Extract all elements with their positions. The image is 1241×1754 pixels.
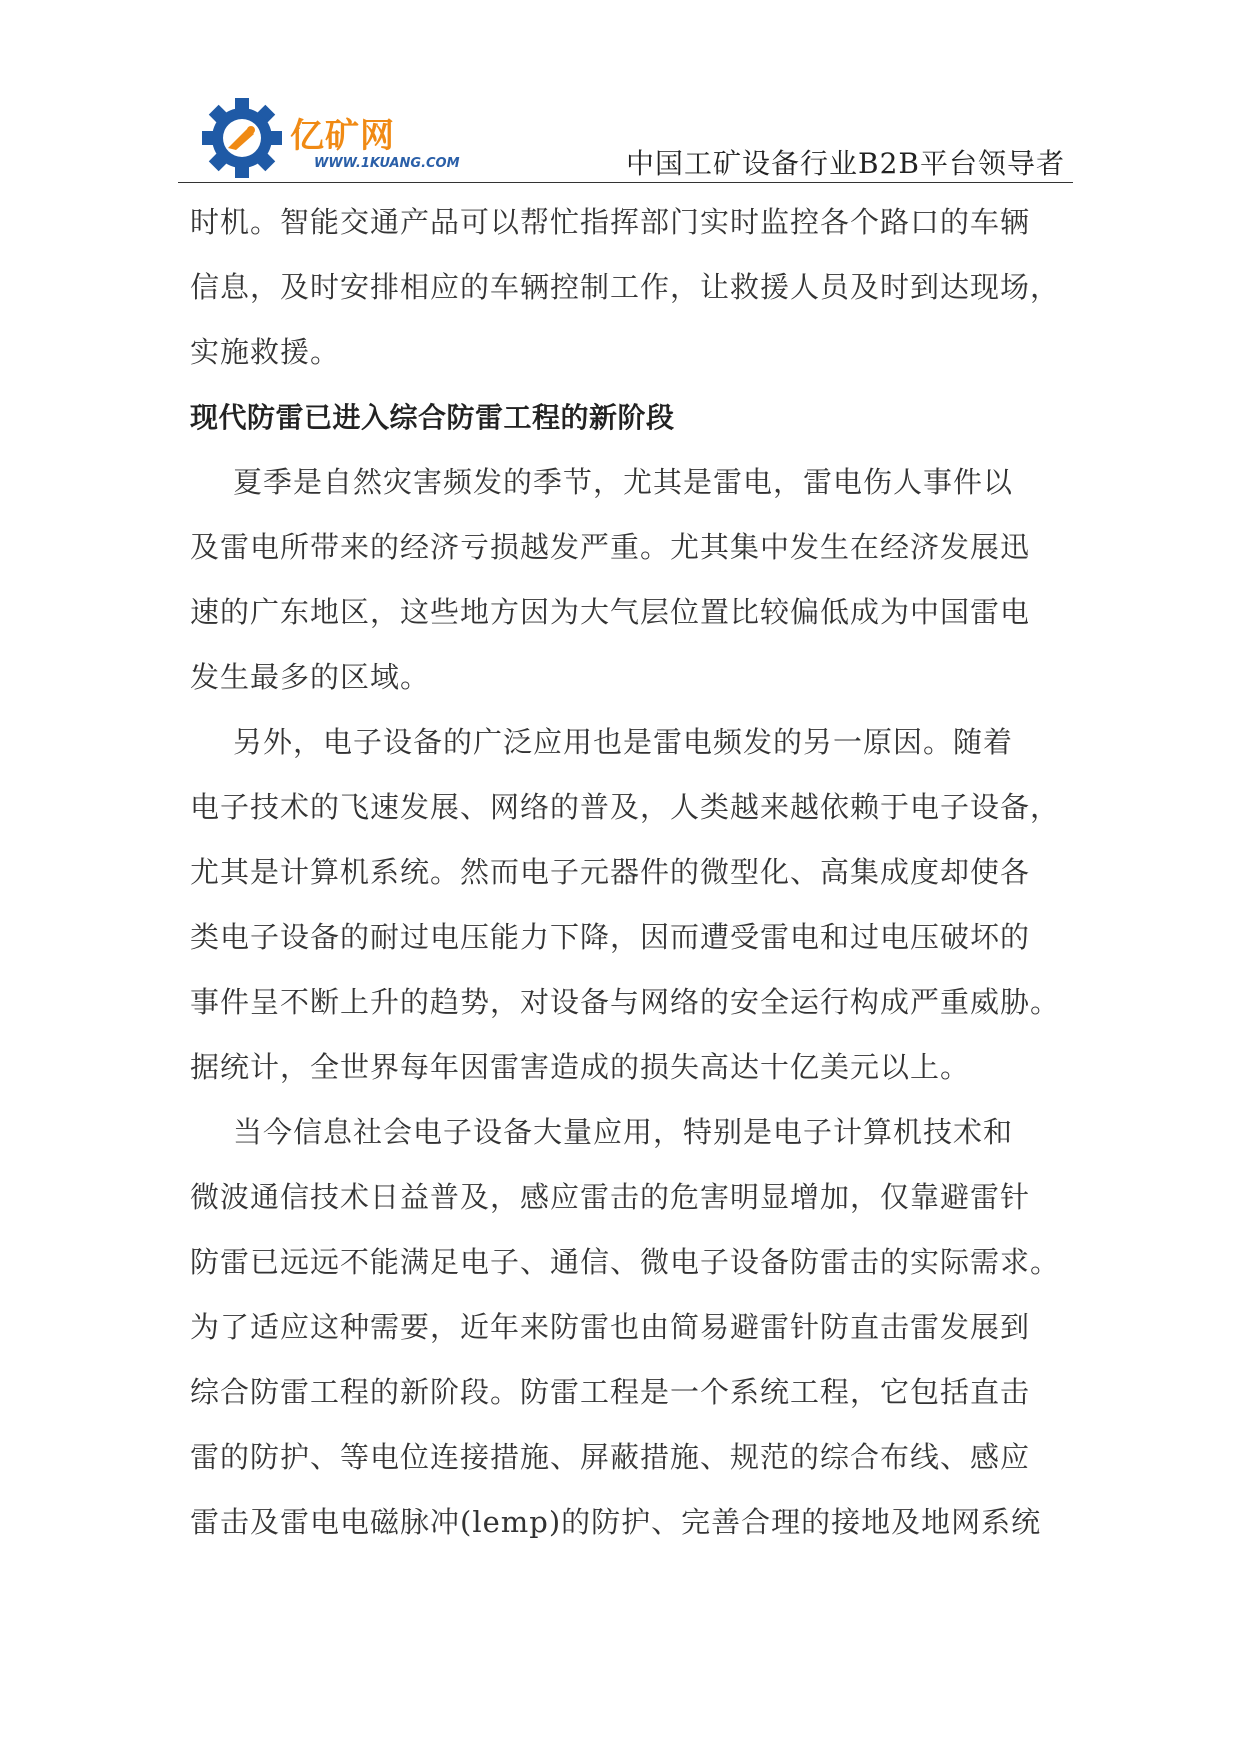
text-line: 综合防雷工程的新阶段。防雷工程是一个系统工程，它包括直击 [190, 1375, 1031, 1409]
logo-url: WWW.1KUANG.COM [314, 156, 460, 171]
document-body [190, 190, 1060, 1555]
header-divider [178, 182, 1073, 183]
page-header [178, 88, 1073, 184]
text-line: 事件呈不断上升的趋势，对设备与网络的安全运行构成严重威胁。 [190, 985, 1061, 1019]
site-logo[interactable] [202, 98, 460, 178]
text-line: 及雷电所带来的经济亏损越发严重。尤其集中发生在经济发展迅 [190, 530, 1031, 564]
text-line: 时机。智能交通产品可以帮忙指挥部门实时监控各个路口的车辆 [190, 205, 1031, 239]
text-line: 当今信息社会电子设备大量应用，特别是电子计算机技术和 [233, 1115, 1014, 1149]
text-line: 夏季是自然灾害频发的季节，尤其是雷电，雷电伤人事件以 [233, 465, 1014, 499]
text-line: 尤其是计算机系统。然而电子元器件的微型化、高集成度却使各 [190, 855, 1031, 889]
gear-logo-icon [202, 98, 282, 178]
text-line: 微波通信技术日益普及，感应雷击的危害明显增加，仅靠避雷针 [190, 1180, 1031, 1214]
text-line: 发生最多的区域。 [190, 660, 431, 694]
text-line: 防雷已远远不能满足电子、通信、微电子设备防雷击的实际需求。 [190, 1245, 1061, 1279]
text-line: 雷的防护、等电位连接措施、屏蔽措施、规范的综合布线、感应 [190, 1440, 1031, 1474]
text-line: 雷击及雷电电磁脉冲(lemp)的防护、完善合理的接地及地网系统 [190, 1505, 1042, 1539]
text-line: 类电子设备的耐过电压能力下降，因而遭受雷电和过电压破坏的 [190, 920, 1031, 954]
header-tagline: 中国工矿设备行业B2B平台领导者 [626, 147, 1065, 180]
text-line: 另外，电子设备的广泛应用也是雷电频发的另一原因。随着 [233, 725, 1014, 759]
text-line: 据统计，全世界每年因雷害造成的损失高达十亿美元以上。 [190, 1050, 971, 1084]
text-line: 速的广东地区，这些地方因为大气层位置比较偏低成为中国雷电 [190, 595, 1031, 629]
text-line: 电子技术的飞速发展、网络的普及，人类越来越依赖于电子设备， [190, 790, 1061, 824]
text-line: 为了适应这种需要，近年来防雷也由简易避雷针防直击雷发展到 [190, 1310, 1031, 1344]
text-line: 信息，及时安排相应的车辆控制工作，让救援人员及时到达现场， [190, 270, 1061, 304]
text-line: 实施救援。 [190, 335, 341, 369]
logo-name: 亿矿网 [290, 116, 395, 156]
section-heading: 现代防雷已进入综合防雷工程的新阶段 [190, 401, 675, 434]
